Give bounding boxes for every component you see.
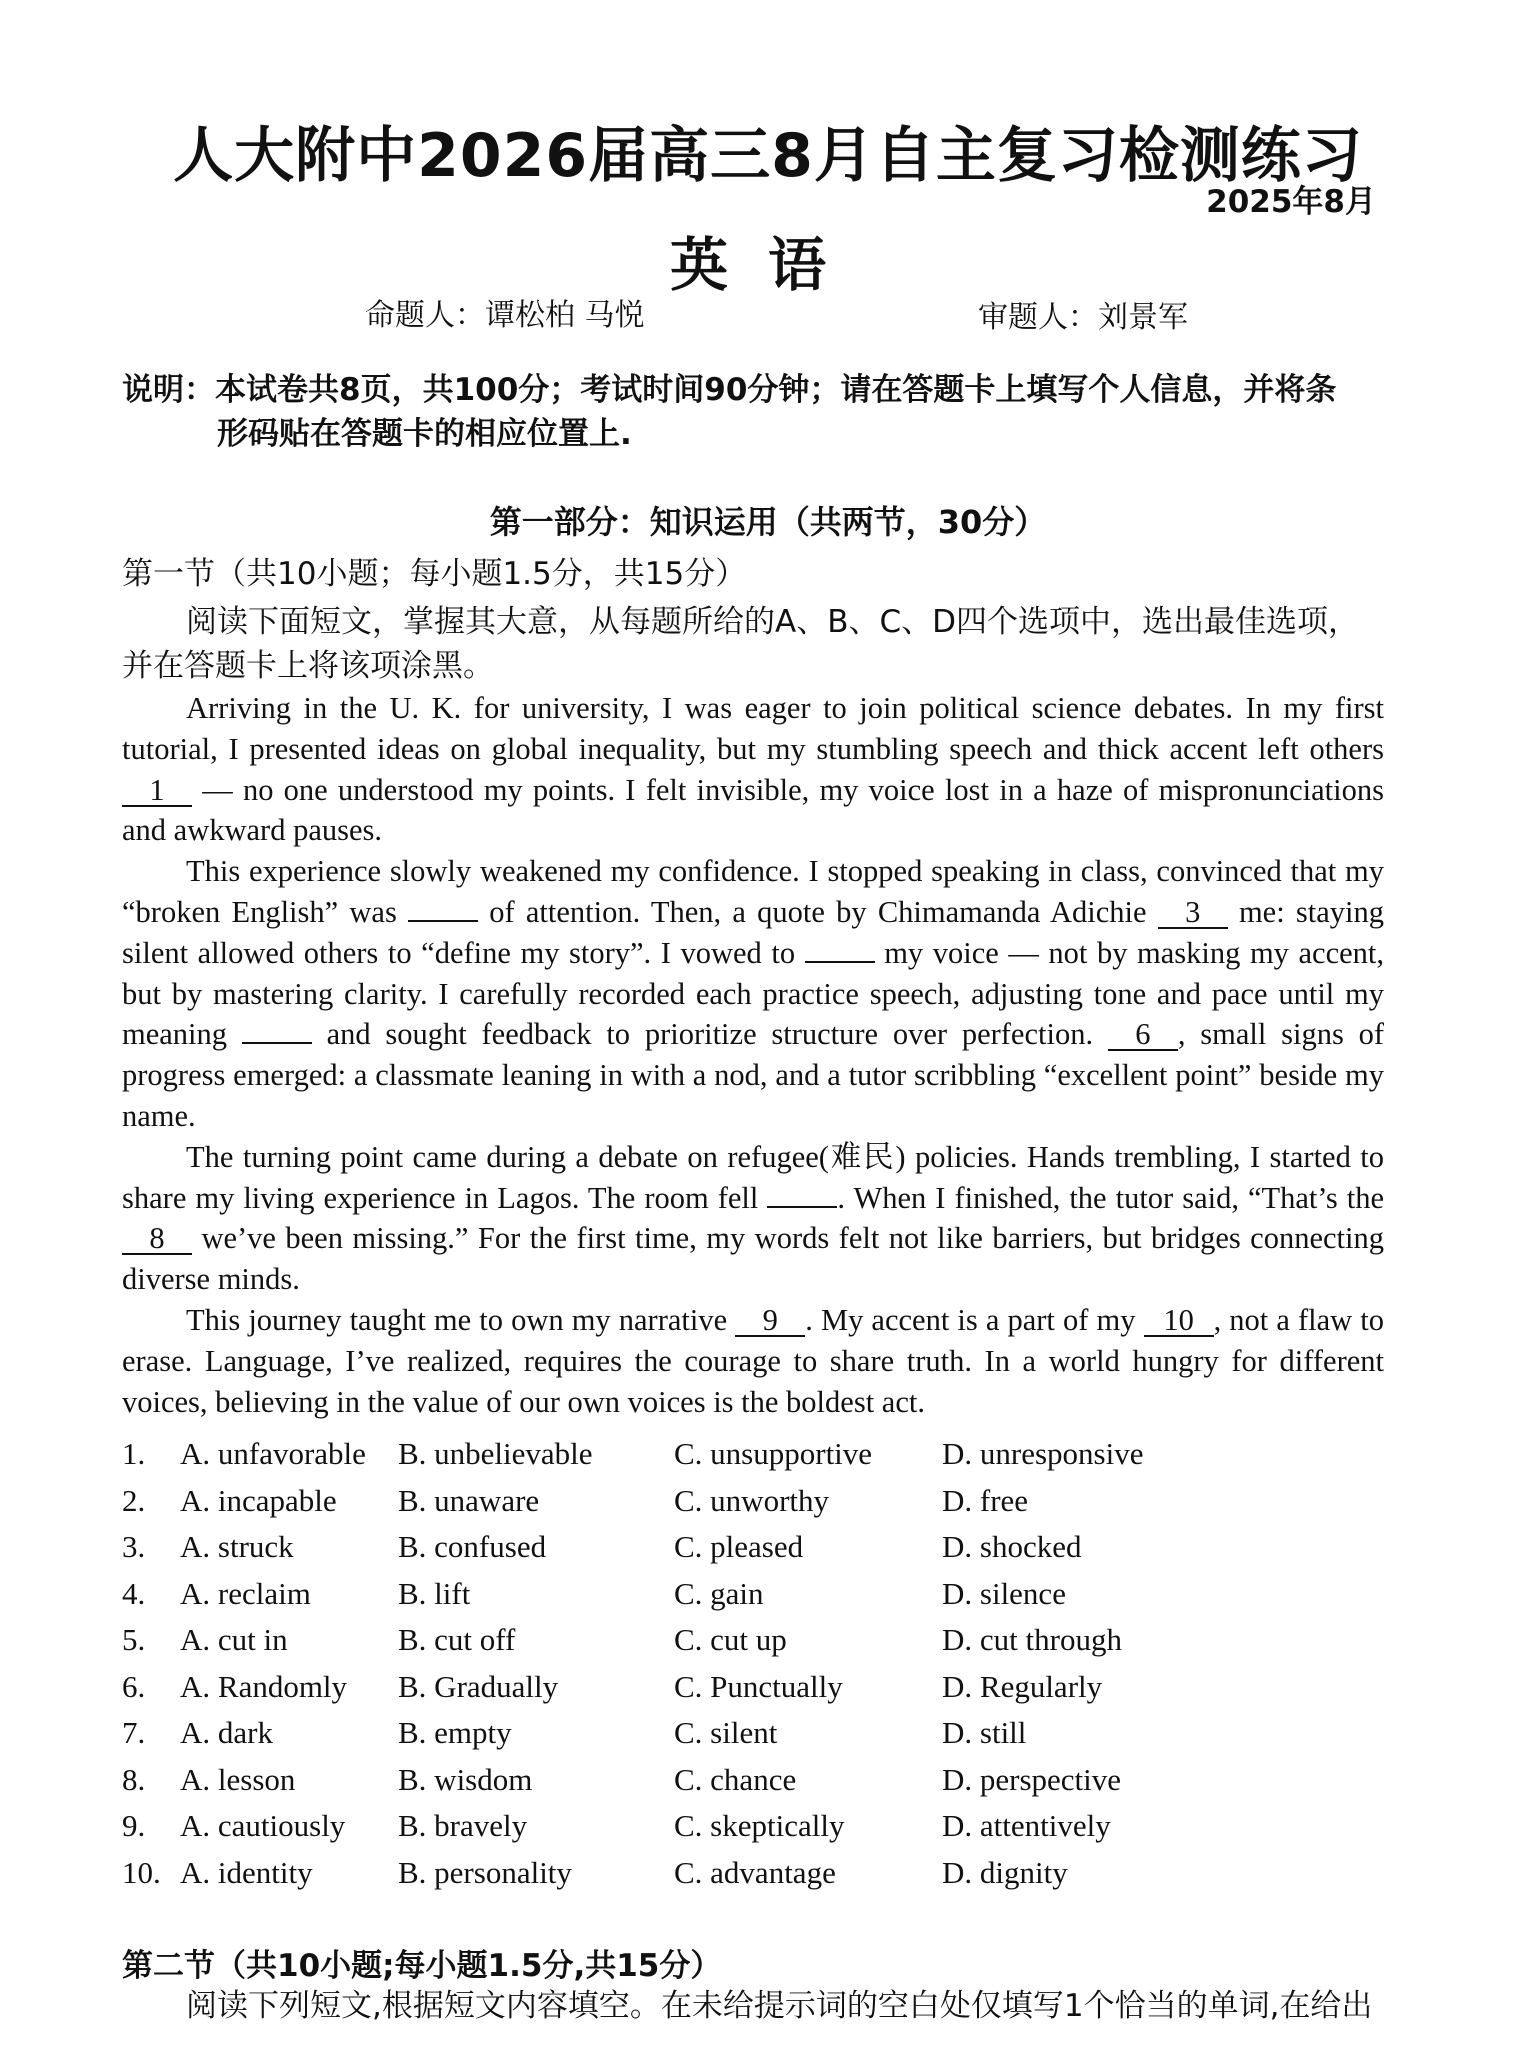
option-c: C. silent xyxy=(674,1715,778,1750)
option-a: A. struck xyxy=(180,1529,294,1564)
reviewer-line: 审题人：刘景军 xyxy=(978,300,1188,335)
option-c: C. chance xyxy=(674,1761,797,1797)
blank-9: 9 xyxy=(735,1305,805,1337)
question-row xyxy=(122,1529,1384,1576)
option-a: A. cautiously xyxy=(180,1808,346,1843)
question-row xyxy=(122,1669,1384,1716)
question-number: 8. xyxy=(122,1761,146,1797)
passage-paragraph: The turning point came during a debate on refugee(难民) policies. Hands trembling, I started to share my living experience in Lagos. The room fell . When I finished, the tutor said, “That’s the 8 we’ve been missing.” For the first time, my words felt not like barriers, but bridges connecting diverse minds. xyxy=(122,1139,1384,1297)
blank-7 xyxy=(767,1206,837,1208)
blank-8: 8 xyxy=(122,1223,192,1255)
question-number: 10. xyxy=(122,1854,161,1890)
option-b: B. unbelievable xyxy=(398,1436,593,1471)
option-d: D. unresponsive xyxy=(942,1436,1144,1471)
option-b: B. personality xyxy=(398,1854,572,1890)
option-d: D. attentively xyxy=(942,1808,1111,1843)
option-c: C. unsupportive xyxy=(674,1436,873,1471)
question-number: 4. xyxy=(122,1575,146,1611)
exam-title: 人大附中2026届高三8月自主复习检测练习 xyxy=(173,121,1363,191)
cloze-passage xyxy=(122,688,1384,1422)
option-d: D. dignity xyxy=(942,1854,1068,1890)
option-d: D. shocked xyxy=(942,1529,1082,1564)
option-a: A. lesson xyxy=(180,1761,296,1797)
blank-4 xyxy=(805,961,875,963)
option-c: C. unworthy xyxy=(674,1482,829,1518)
question-row xyxy=(122,1855,1384,1902)
question-row xyxy=(122,1762,1384,1809)
option-c: C. Punctually xyxy=(674,1668,843,1704)
blank-1: 1 xyxy=(122,775,192,807)
question-row xyxy=(122,1715,1384,1762)
option-a: A. incapable xyxy=(180,1482,337,1518)
question-row xyxy=(122,1808,1384,1855)
option-b: B. bravely xyxy=(398,1808,528,1843)
question-number: 3. xyxy=(122,1529,146,1564)
option-b: B. Gradually xyxy=(398,1668,559,1704)
option-c: C. pleased xyxy=(674,1529,804,1564)
option-d: D. free xyxy=(942,1482,1029,1518)
question-number: 7. xyxy=(122,1715,146,1750)
section1-direction: 阅读下面短文，掌握其大意，从每题所给的A、B、C、D四个选项中，选出最佳选项，并在答题卡上将该项涂黑。 xyxy=(122,604,1359,684)
option-a: A. identity xyxy=(180,1854,313,1890)
option-a: A. Randomly xyxy=(180,1668,348,1704)
option-b: B. cut off xyxy=(398,1622,516,1657)
option-c: C. advantage xyxy=(674,1854,836,1890)
option-b: B. empty xyxy=(398,1715,512,1750)
blank-10: 10 xyxy=(1144,1305,1214,1337)
option-b: B. confused xyxy=(398,1529,547,1564)
option-a: A. dark xyxy=(180,1715,273,1750)
option-d: D. perspective xyxy=(942,1761,1122,1797)
author-line: 命题人：谭松柏 马悦 xyxy=(365,298,645,333)
option-a: A. cut in xyxy=(180,1622,288,1657)
section2-title: 第二节（共10小题;每小题1.5分,共15分） xyxy=(122,1948,722,1984)
blank-5 xyxy=(242,1042,312,1044)
instructions xyxy=(122,368,1392,456)
options-list xyxy=(122,1436,1384,1901)
passage-paragraph: This experience slowly weakened my confidence. I stopped speaking in class, convinced that my “broken English” was of attention. Then, a quote by Chimamanda Adichie 3 me: staying silent allowed others to “define my story”. I vowed to my voice — not by masking my accent, but by mastering clarity. I carefully recorded each practice speech, adjusting tone and pace until my meaning and sought feedback to prioritize structure over perfection. 6 , small signs of progress emerged: a classmate leaning in with a nod, and a tutor scribbling “excellent point” beside my name. xyxy=(122,854,1385,1133)
option-d: D. cut through xyxy=(942,1622,1122,1657)
passage-paragraph: This journey taught me to own my narrative 9 . My accent is a part of my 10 , not a flaw to erase. Language, I’ve realized, requires the courage to share truth. In a world hungry for different voices, believing in the value of our own voices is the boldest act. xyxy=(122,1302,1384,1419)
question-number: 2. xyxy=(122,1482,146,1518)
option-d: D. Regularly xyxy=(942,1668,1103,1704)
option-c: C. gain xyxy=(674,1575,764,1611)
option-b: B. lift xyxy=(398,1575,471,1611)
section1-title: 第一节（共10小题；每小题1.5分，共15分） xyxy=(122,556,747,592)
blank-3: 3 xyxy=(1158,897,1228,929)
blank-6: 6 xyxy=(1108,1019,1178,1051)
question-row xyxy=(122,1483,1384,1530)
question-number: 5. xyxy=(122,1622,146,1657)
option-a: A. reclaim xyxy=(180,1575,311,1611)
question-row xyxy=(122,1436,1384,1483)
question-row xyxy=(122,1576,1384,1623)
question-row xyxy=(122,1622,1384,1669)
question-number: 6. xyxy=(122,1668,146,1704)
exam-date: 2025年8月 xyxy=(1206,184,1376,220)
option-a: A. unfavorable xyxy=(180,1436,366,1471)
instructions-line-1: 说明：本试卷共8页，共100分；考试时间90分钟；请在答题卡上填写个人信息，并将条 xyxy=(122,372,1337,408)
question-number: 1. xyxy=(122,1436,146,1471)
part1-title: 第一部分：知识运用（共两节，30分） xyxy=(489,503,1047,541)
option-d: D. silence xyxy=(942,1575,1066,1611)
option-b: B. unaware xyxy=(398,1482,540,1518)
passage-paragraph: Arriving in the U. K. for university, I was eager to join political science debates. In my first tutorial, I presented ideas on global inequality, but my stumbling speech and thick accent left others 1 — no one understood my points. I felt invisible, my voice lost in a haze of mispronunciations and awkward pauses. xyxy=(122,691,1384,848)
section2-direction: 阅读下列短文,根据短文内容填空。在未给提示词的空白处仅填写1个恰当的单词,在给出 xyxy=(186,1988,1373,2024)
option-c: C. cut up xyxy=(674,1622,787,1657)
option-d: D. still xyxy=(942,1715,1027,1750)
option-c: C. skeptically xyxy=(674,1808,845,1843)
instructions-line-2: 形码贴在答题卡的相应位置上. xyxy=(217,416,632,452)
subject-title: 英语 xyxy=(669,231,866,299)
question-number: 9. xyxy=(122,1808,146,1843)
blank-2 xyxy=(408,920,478,922)
option-b: B. wisdom xyxy=(398,1761,533,1797)
